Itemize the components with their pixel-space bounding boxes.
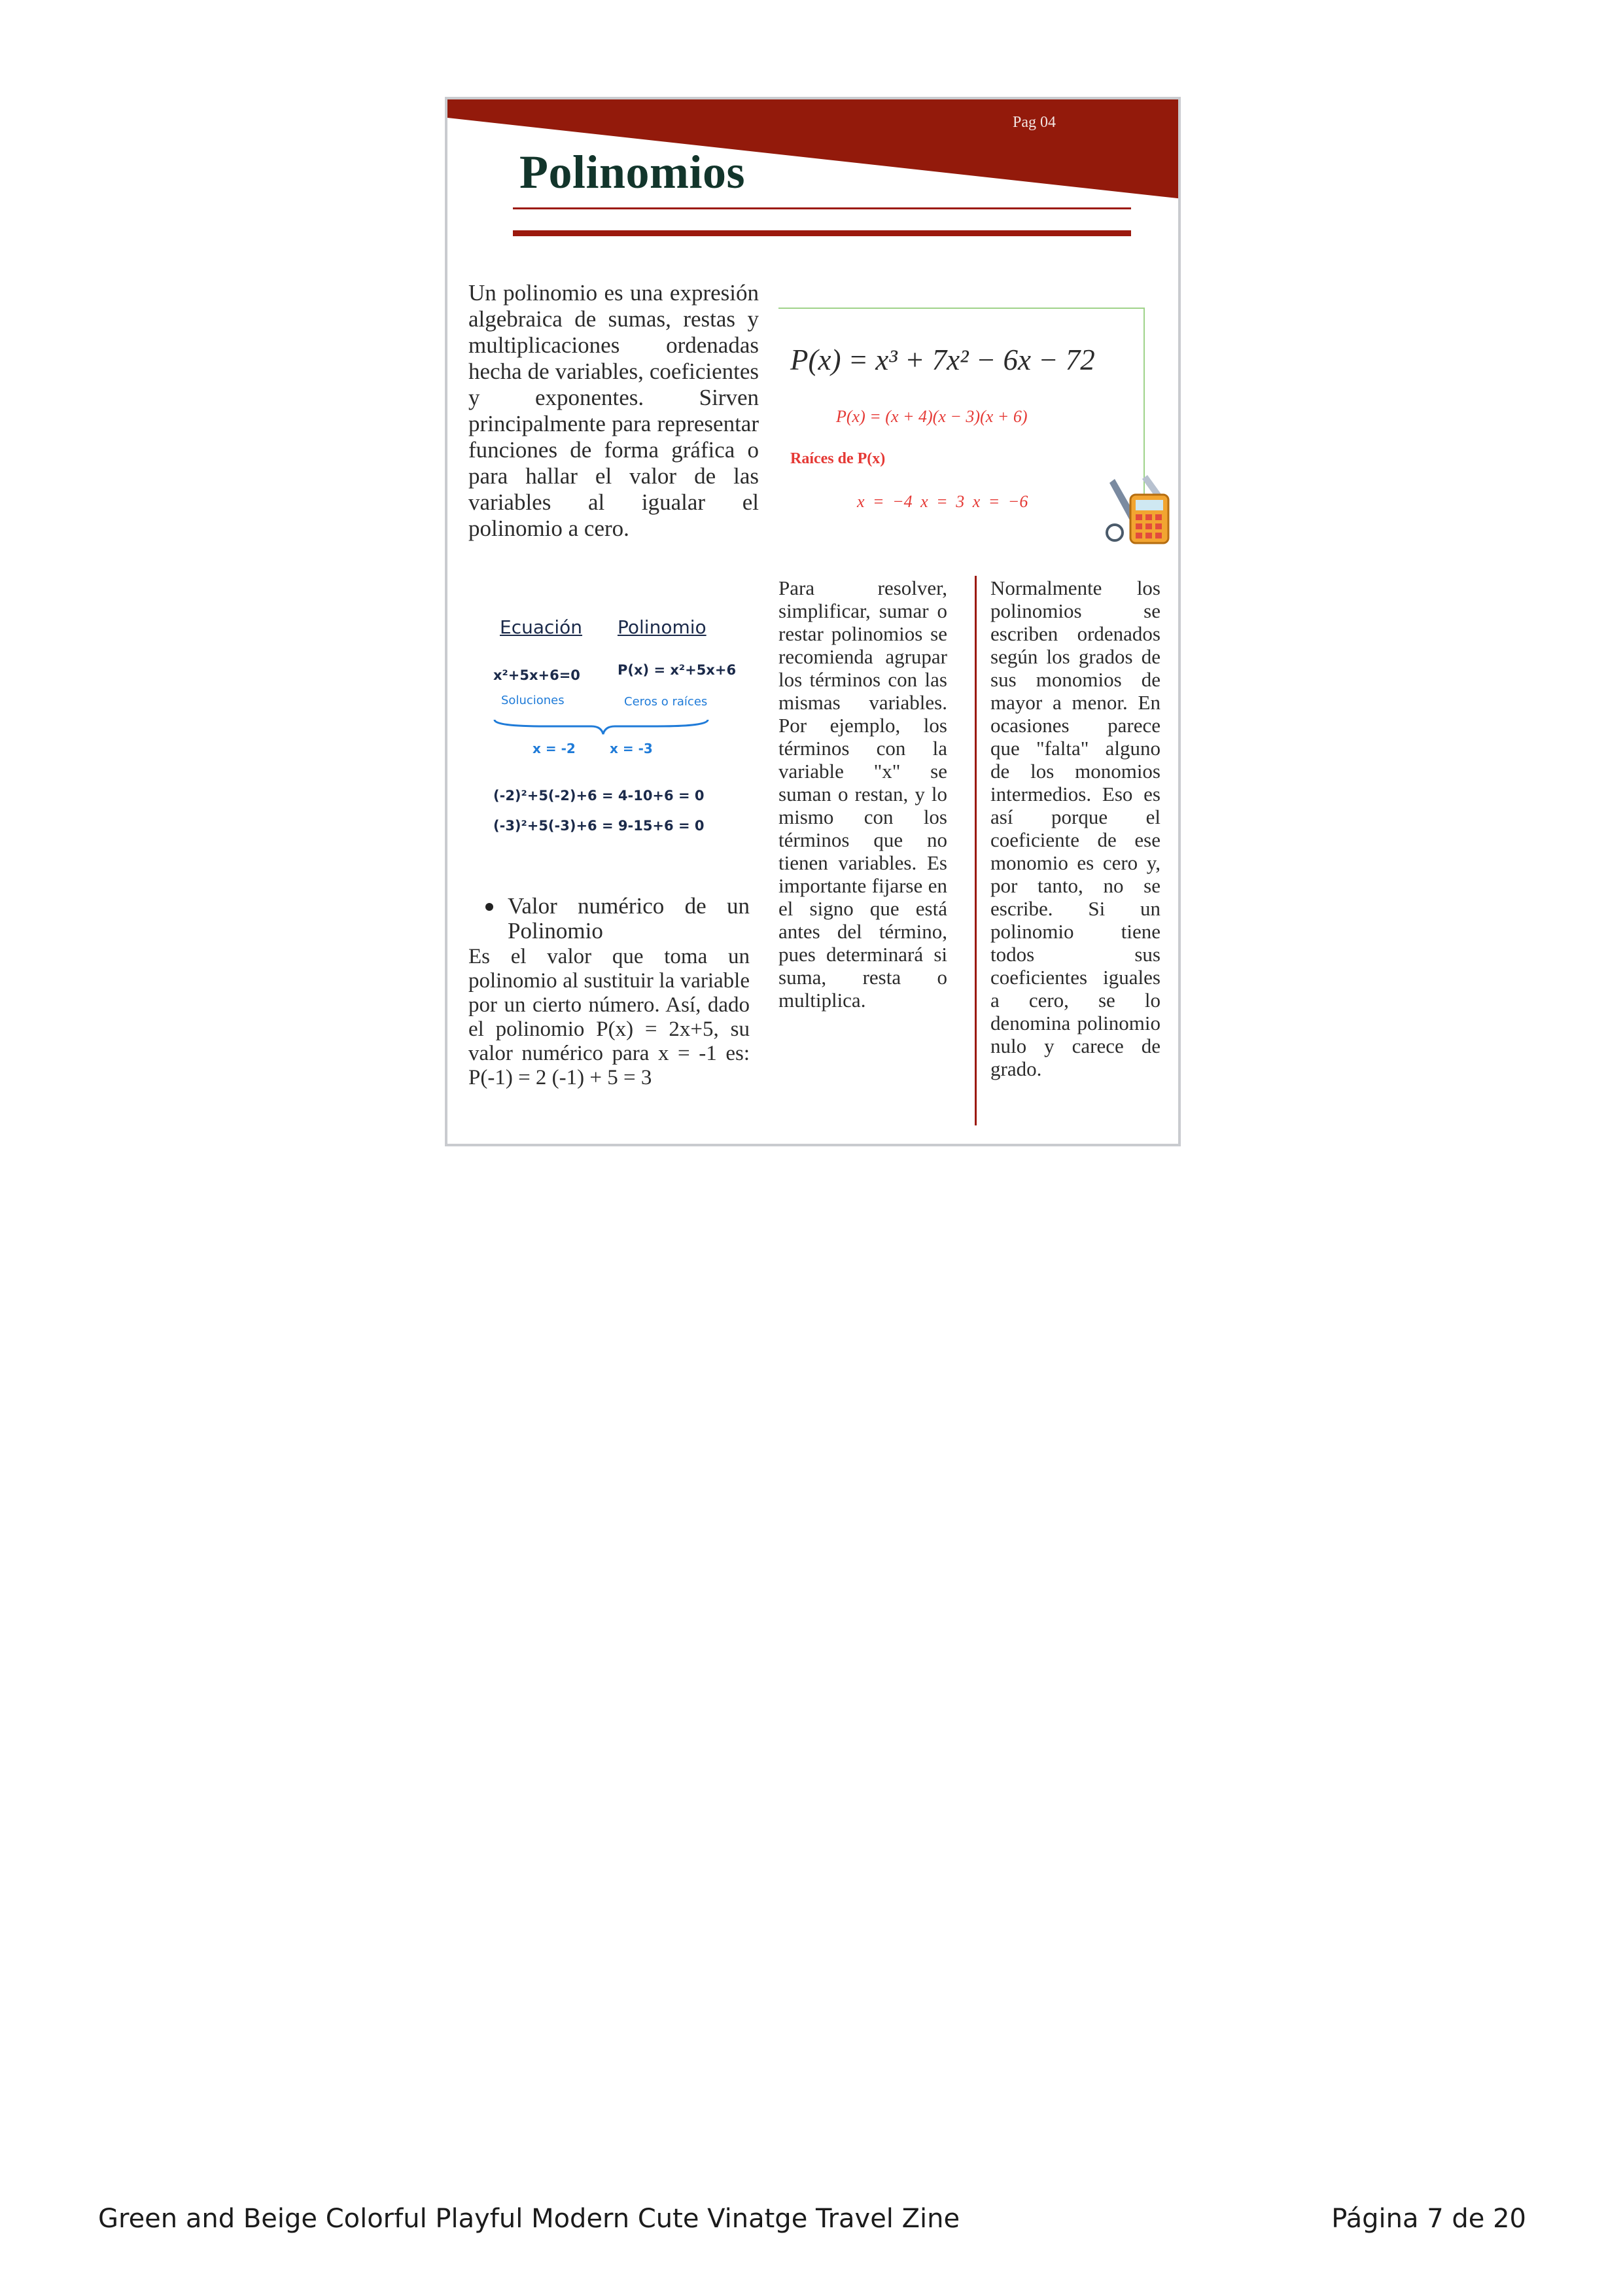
handwritten-example xyxy=(487,616,737,858)
formula-image xyxy=(778,308,1145,538)
check-2: (-3)²+5(-3)+6 = 9-15+6 = 0 xyxy=(493,818,705,834)
roots-label: Raíces de P(x) xyxy=(790,450,886,467)
column-middle: Para resolver, simplificar, sumar o restar polinomios se recomienda agrupar los términos con las mismas variables. Por ejemplo, los términos con la variable "x" se suman o restan, y lo mismo con los términos que no tienen variables. Es importante fijarse en el signo que está antes del término, pues determinará si suma, resta o multiplica. xyxy=(778,576,947,1012)
zine-page xyxy=(445,97,1181,1146)
polynomial-formula: P(x) = x³ + 7x² − 6x − 72 xyxy=(790,344,1095,376)
root-2: x = -3 xyxy=(610,741,653,756)
calculator-icon xyxy=(1102,472,1172,547)
check-1: (-2)²+5(-2)+6 = 4-10+6 = 0 xyxy=(493,788,705,804)
page-title: Polinomios xyxy=(519,146,746,198)
brace-icon xyxy=(493,718,709,735)
title-underline-thick xyxy=(513,230,1131,236)
footer-page-number: Página 7 de 20 xyxy=(1331,2204,1526,2234)
solutions-label: Soluciones xyxy=(501,694,565,707)
column-divider xyxy=(975,576,977,1125)
roots-values: x = −4 x = 3 x = −6 xyxy=(857,492,1028,511)
column-right: Normalmente los polinomios se escriben ordenados según los grados de sus monomios de mayor a menor. En ocasiones parece que "falta" alguno de los monomios intermedios. Eso es así porque el coeficiente de ese monomio es cero y, por tanto, no se escribe. Si un polinomio tiene todos sus coeficientes iguales a cero, se lo denomina polinomio nulo y carece de grado. xyxy=(990,576,1161,1080)
equation: x²+5x+6=0 xyxy=(493,667,580,683)
root-1: x = -2 xyxy=(532,741,576,756)
factored-formula: P(x) = (x + 4)(x − 3)(x + 6) xyxy=(836,407,1028,426)
title-underline-thin xyxy=(513,207,1131,209)
bullet-dot-icon xyxy=(485,903,493,911)
intro-paragraph: Un polinomio es una expresión algebraica de sumas, restas y multiplicaciones ordenadas hecha de variables, coeficientes y exponentes. Sirven principalmente para representar funciones de forma gráfica o para hallar el valor de las variables al igualar el polinomio a cero. xyxy=(468,280,759,541)
heading-ecuacion: Ecuación xyxy=(500,616,583,638)
heading-polinomio: Polinomio xyxy=(618,616,707,638)
bullet-text: Valor numérico de un Polinomio xyxy=(508,893,750,944)
numeric-value-paragraph: Es el valor que toma un polinomio al sustituir la variable por un cierto número. Así, dado el polinomio P(x) = 2x+5, su valor numérico para x = -1 es: P(-1) = 2 (-1) + 5 = 3 xyxy=(468,945,750,1089)
polynomial: P(x) = x²+5x+6 xyxy=(618,662,737,678)
page-label: Pag 04 xyxy=(1013,114,1056,131)
footer-document-name: Green and Beige Colorful Playful Modern Cute Vinatge Travel Zine xyxy=(98,2204,960,2234)
zeros-label: Ceros o raíces xyxy=(624,695,708,709)
